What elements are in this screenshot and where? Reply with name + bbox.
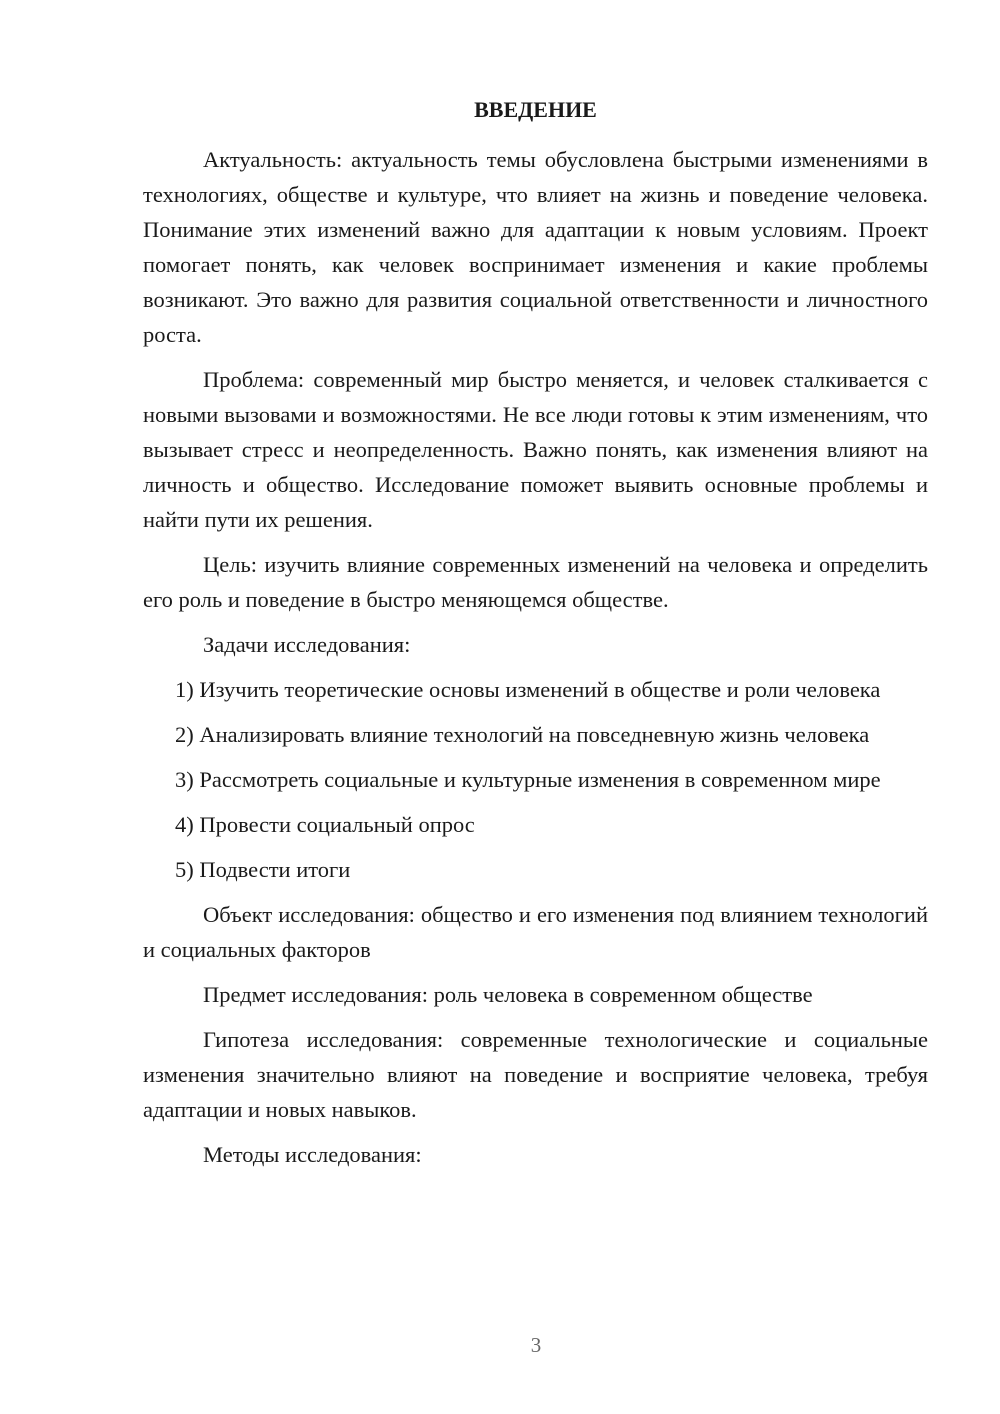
- task-item-1: 1) Изучить теоретические основы изменений в обществе и роли человека: [175, 677, 881, 702]
- task-item-2: 2) Анализировать влияние технологий на повседневную жизнь человека: [175, 722, 870, 747]
- task-item-3: 3) Рассмотреть социальные и культурные изменения в современном мире: [175, 767, 881, 792]
- page-title: ВВЕДЕНИЕ: [474, 97, 597, 122]
- paragraph-methods: Методы исследования:: [203, 1142, 422, 1167]
- paragraph-object: Объект исследования: общество и его изменения под влиянием технологий и социальных факторов: [143, 902, 928, 962]
- page-number: 3: [530, 1333, 542, 1357]
- paragraph-goal: Цель: изучить влияние современных изменений на человека и определить его роль и поведение в быстро меняющемся обществе.: [143, 552, 928, 612]
- paragraph-tasks-heading: Задачи исследования:: [203, 632, 411, 657]
- task-item-5: 5) Подвести итоги: [175, 857, 351, 882]
- paragraph-subject: Предмет исследования: роль человека в современном обществе: [203, 982, 813, 1007]
- document-page: [143, 92, 928, 1182]
- paragraph-relevance: Актуальность: актуальность темы обусловлена быстрыми изменениями в технологиях, обществе и культуре, что влияет на жизнь и поведение человека. Понимание этих изменений важно для адаптации к новым условиям. Проект помогает понять, как человек воспринимает изменения и какие проблемы возникают. Это важно для развития социальной ответственности и личностного роста.: [143, 147, 928, 347]
- task-item-4: 4) Провести социальный опрос: [175, 812, 475, 837]
- paragraph-problem: Проблема: современный мир быстро меняется, и человек сталкивается с новыми вызовами и возможностями. Не все люди готовы к этим изменениям, что вызывает стресс и неопределенность. Важно понять, как изменения влияют на личность и общество. Исследование поможет выявить основные проблемы и найти пути их решения.: [143, 367, 928, 532]
- paragraph-hypothesis: Гипотеза исследования: современные технологические и социальные изменения значительно влияют на поведение и восприятие человека, требуя адаптации и новых навыков.: [143, 1027, 928, 1122]
